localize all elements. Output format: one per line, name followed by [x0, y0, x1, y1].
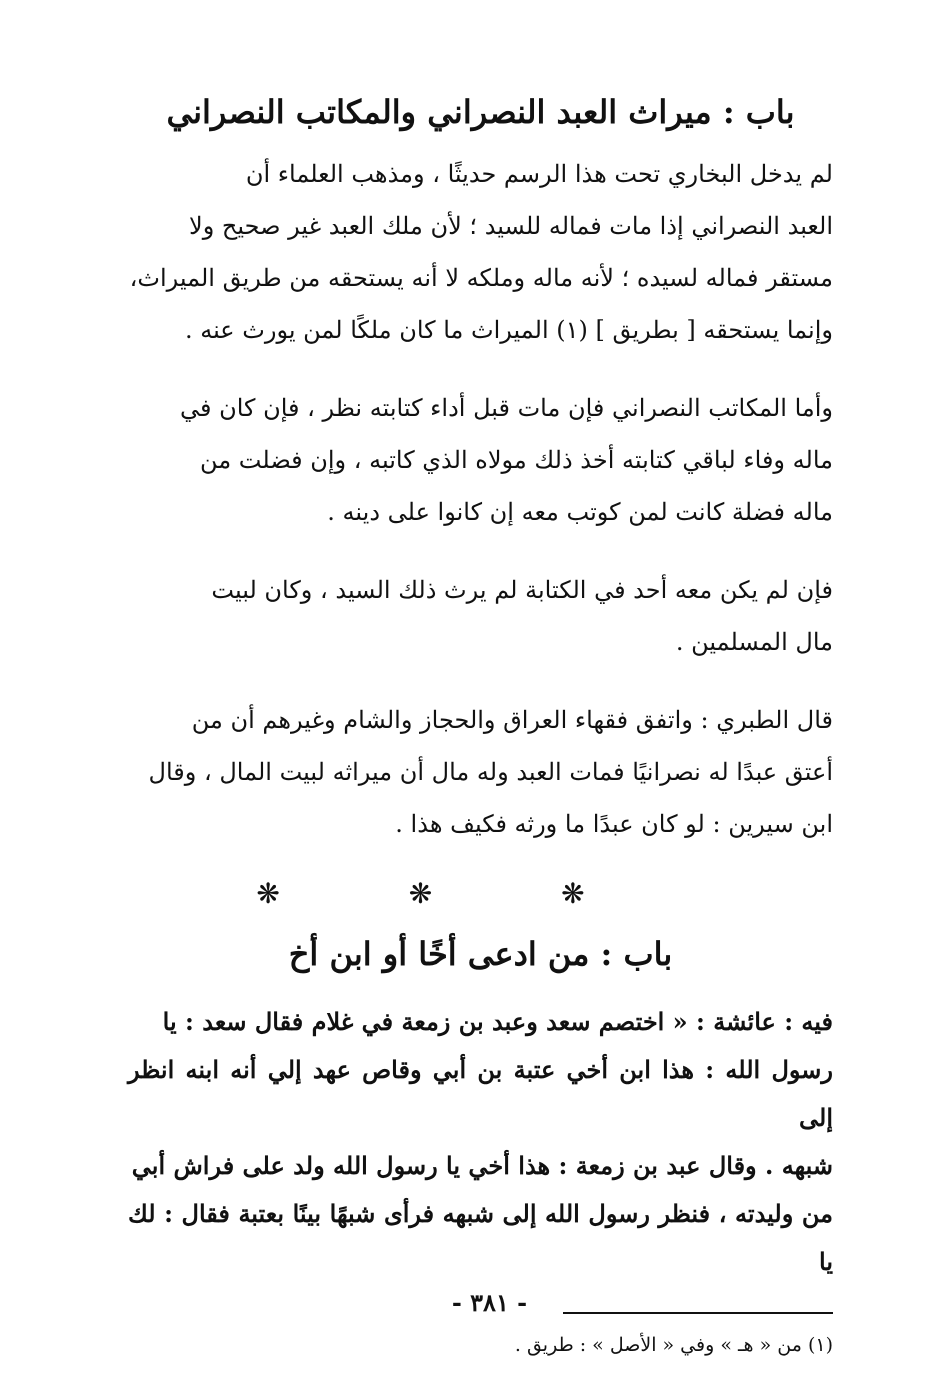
- text-line: مال المسلمين .: [675, 628, 833, 656]
- text-line: وإنما يستحقه [ بطريق ] (١) الميراث ما كان ملكًا لمن يورث عنه .: [184, 316, 833, 344]
- text-line: فإن لم يكن معه أحد في الكتابة لم يرث ذلك السيد ، وكان لبيت: [211, 576, 833, 604]
- text-line: ماله فضلة كانت لمن كوتب معه إن كانوا على دينه .: [327, 498, 833, 526]
- paragraph-2: [128, 382, 833, 538]
- text-line: فيه : عائشة : « اختصم سعد وعبد بن زمعة في غلام فقال سعد : يا: [162, 1007, 833, 1036]
- text-line: ابن سيرين : لو كان عبدًا ما ورثه فكيف هذا .: [395, 810, 833, 838]
- text-line: مستقر فماله لسيده ؛ لأنه ماله وملكه لا أنه يستحقه من طريق الميراث،: [129, 264, 833, 292]
- text-line: رسول الله : هذا ابن أخي عتبة بن أبي وقاص عهد إلي أنه ابنه انظر إلى: [128, 1055, 833, 1132]
- footnote: (١) من « هـ » وفي « الأصل » : طريق .: [514, 1334, 833, 1356]
- paragraph-1: [128, 148, 833, 356]
- section-separator: ❋ ❋ ❋: [256, 877, 645, 910]
- paragraph-4: [128, 694, 833, 850]
- section-title-claim: باب : من ادعى أخًا أو ابن أخ: [288, 935, 673, 973]
- text-line: ماله وفاء لباقي كتابته أخذ ذلك مولاه الذي كاتبه ، وإن فضلت من: [200, 446, 833, 474]
- page-body: [128, 90, 833, 1362]
- paragraph-hadith: [128, 998, 833, 1286]
- text-line: قال الطبري : واتفق فقهاء العراق والحجاز والشام وغيرهم أن من: [191, 706, 833, 734]
- text-line: أعتق عبدًا له نصرانيًا فمات العبد وله مال أن ميراثه لبيت المال ، وقال: [148, 758, 833, 786]
- text-line: من وليدته ، فنظر رسول الله إلى شبهه فرأى شبهًا بينًا بعتبة فقال : لك يا: [128, 1199, 833, 1276]
- text-line: وأما المكاتب النصراني فإن مات قبل أداء كتابته نظر ، فإن كان في: [179, 394, 833, 422]
- text-line: شبهه . وقال عبد بن زمعة : هذا أخي يا رسول الله ولد على فراش أبي: [131, 1151, 833, 1180]
- text-line: لم يدخل البخاري تحت هذا الرسم حديثًا ، ومذهب العلماء أن: [245, 160, 833, 188]
- paragraph-3: [128, 564, 833, 668]
- text-line: العبد النصراني إذا مات فماله للسيد ؛ لأن ملك العبد غير صحيح ولا: [189, 212, 833, 240]
- section-title-inheritance: باب : ميراث العبد النصراني والمكاتب النصراني: [166, 93, 795, 131]
- page-number: - ٣٨١ -: [451, 1288, 528, 1317]
